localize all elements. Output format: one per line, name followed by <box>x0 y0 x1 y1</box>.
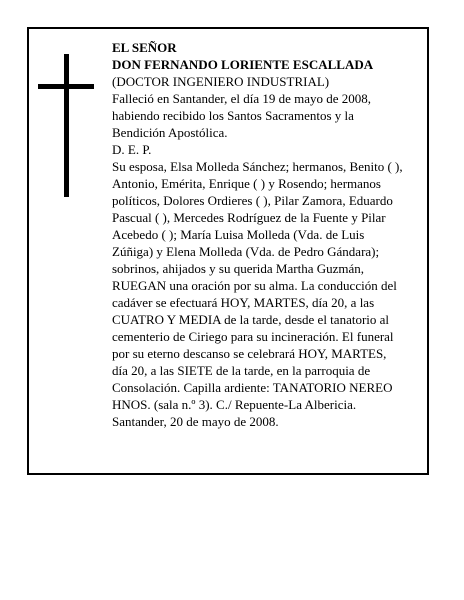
body-line: sobrinos, ahijados y su querida Martha Guzmán, <box>112 261 365 276</box>
body-line: Consolación. Capilla ardiente: TANATORIO NEREO <box>112 380 393 395</box>
body-line: Su esposa, Elsa Molleda Sánchez; hermanos, Benito ( ), <box>112 159 403 174</box>
body-line: Acebedo ( ); María Luisa Molleda (Vda. de Luis <box>112 227 365 242</box>
body-line: cadáver se efectuará HOY, MARTES, día 20, a las <box>112 295 375 310</box>
obituary-heading: EL SEÑOR <box>112 40 177 55</box>
rip-line: D. E. P. <box>112 142 152 157</box>
deceased-name: DON FERNANDO LORIENTE ESCALLADA <box>112 57 374 72</box>
body-line: políticos, Dolores Ordieres ( ), Pilar Zamora, Eduardo <box>112 193 393 208</box>
body-line: RUEGAN una oración por su alma. La conducción del <box>112 278 397 293</box>
body-line: Zúñiga) y Elena Molleda (Vda. de Pedro Gándara); <box>112 244 380 259</box>
body-line: Pascual ( ), Mercedes Rodríguez de la Fuente y Pilar <box>112 210 386 225</box>
body-line: Bendición Apostólica. <box>112 125 228 140</box>
date-line: Santander, 20 de mayo de 2008. <box>112 414 279 429</box>
body-line: HNOS. (sala n.º 3). C./ Repuente-La Albericia. <box>112 397 357 412</box>
body-line: Falleció en Santander, el día 19 de mayo de 2008, <box>112 91 372 106</box>
body-line: CUATRO Y MEDIA de la tarde, desde el tanatorio al <box>112 312 390 327</box>
body-line: por su eterno descanso se celebrará HOY, MARTES, <box>112 346 387 361</box>
deceased-title: (DOCTOR INGENIERO INDUSTRIAL) <box>112 74 330 89</box>
body-line: día 20, a las SIETE de la tarde, en la parroquia de <box>112 363 371 378</box>
body-line: cementerio de Ciriego para su incineración. El funeral <box>112 329 394 344</box>
cross-icon-vertical-bar <box>64 54 69 197</box>
body-line: Antonio, Emérita, Enrique ( ) y Rosendo; hermanos <box>112 176 381 191</box>
cross-icon-horizontal-bar <box>38 84 94 89</box>
obituary-text <box>112 39 422 430</box>
body-line: habiendo recibido los Santos Sacramentos y la <box>112 108 354 123</box>
